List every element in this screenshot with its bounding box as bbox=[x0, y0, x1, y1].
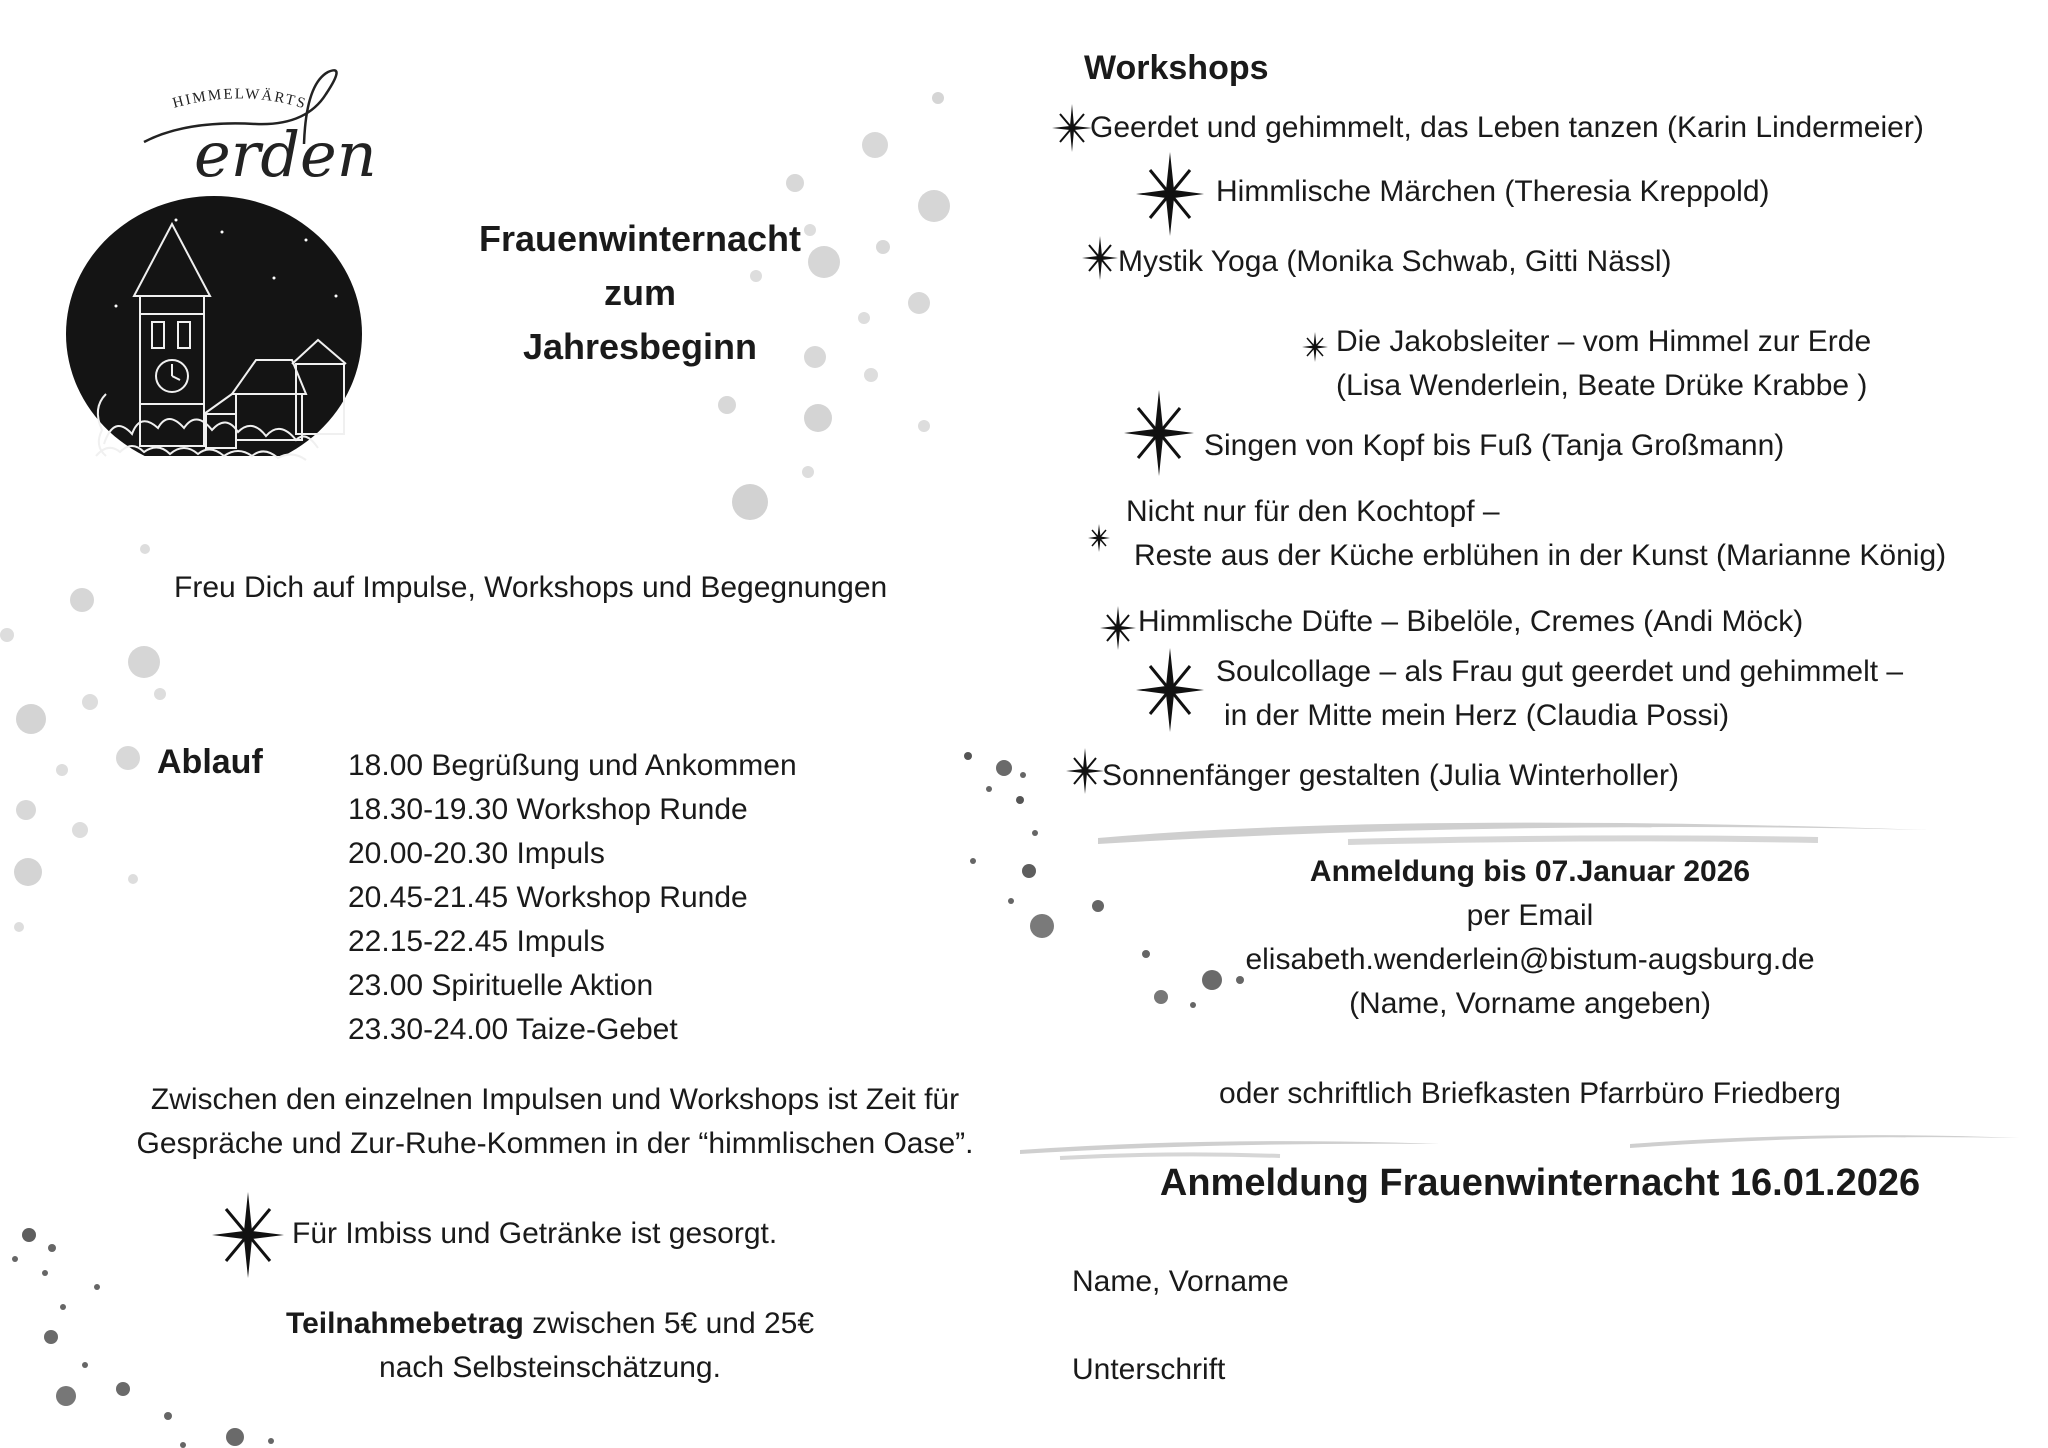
dot bbox=[164, 1412, 172, 1420]
between-line-1: Zwischen den einzelnen Impulsen und Workshops ist Zeit für bbox=[150, 1083, 960, 1116]
name-field-label: Name, Vorname bbox=[1072, 1265, 1289, 1298]
signature-field-label: Unterschrift bbox=[1072, 1353, 1226, 1386]
star-icon bbox=[1052, 104, 1092, 152]
form-title: Anmeldung Frauenwinternacht 16.01.2026 bbox=[1159, 1162, 1921, 1204]
ablauf-list bbox=[348, 744, 797, 1052]
ablauf-item: 23.30-24.00 Taize-Gebet bbox=[348, 1013, 678, 1046]
registration-email: elisabeth.wenderlein@bistum-augsburg.de bbox=[1245, 943, 1815, 976]
dot bbox=[1092, 900, 1104, 912]
workshops-heading: Workshops bbox=[1084, 49, 1269, 87]
star-icon bbox=[1088, 524, 1110, 552]
star-icon bbox=[1124, 390, 1194, 476]
dot bbox=[1016, 796, 1024, 804]
registration bbox=[1120, 850, 1940, 1026]
dot bbox=[1022, 864, 1036, 878]
dot bbox=[16, 704, 46, 734]
dot bbox=[116, 746, 140, 770]
dot bbox=[56, 764, 68, 776]
dot bbox=[82, 1362, 88, 1368]
dot bbox=[128, 646, 160, 678]
dot bbox=[14, 922, 24, 932]
star-icon bbox=[1302, 332, 1328, 362]
page-title bbox=[410, 212, 870, 374]
dot bbox=[804, 404, 832, 432]
ablauf-item: 18.00 Begrüßung und Ankommen bbox=[348, 749, 797, 782]
star-icon bbox=[212, 1192, 284, 1278]
dot bbox=[22, 1228, 36, 1242]
dot bbox=[268, 1438, 274, 1444]
fee-range: zwischen 5€ und 25€ bbox=[523, 1307, 815, 1340]
dot bbox=[44, 1330, 58, 1344]
star-icon bbox=[1136, 152, 1204, 236]
star-icon bbox=[1082, 236, 1118, 280]
logo-arc-text: HIMMELWÄRTS bbox=[170, 86, 309, 113]
dot bbox=[72, 822, 88, 838]
dot bbox=[226, 1428, 244, 1446]
dot bbox=[154, 688, 166, 700]
workshop-item: Soulcollage – als Frau gut geerdet und gehimmelt – bbox=[1216, 655, 1904, 688]
title-line-2: zum bbox=[604, 272, 676, 313]
dot bbox=[732, 484, 768, 520]
registration-by-email: per Email bbox=[1466, 899, 1594, 932]
dot bbox=[70, 588, 94, 612]
ablauf-item: 23.00 Spirituelle Aktion bbox=[348, 969, 654, 1002]
registration-deadline: Anmeldung bis 07.Januar 2026 bbox=[1309, 855, 1751, 888]
star-icon bbox=[1136, 648, 1204, 732]
logo-script-text: erden bbox=[194, 118, 377, 191]
dot bbox=[82, 694, 98, 710]
dot bbox=[802, 466, 814, 478]
workshop-item: Die Jakobsleiter – vom Himmel zur Erde bbox=[1336, 325, 1872, 358]
workshop-item: Nicht nur für den Kochtopf – bbox=[1126, 495, 1500, 528]
dot bbox=[862, 132, 888, 158]
workshop-item: Himmlische Düfte – Bibelöle, Cremes (Andi Möck) bbox=[1138, 605, 1804, 638]
dot bbox=[0, 628, 14, 642]
dot bbox=[876, 240, 890, 254]
workshop-item: Geerdet und gehimmelt, das Leben tanzen (Karin Lindermeier) bbox=[1090, 111, 1924, 144]
between-line-2: Gespräche und Zur-Ruhe-Kommen in der “himmlischen Oase”. bbox=[136, 1127, 974, 1160]
dot bbox=[718, 396, 736, 414]
dot bbox=[140, 544, 150, 554]
dot bbox=[786, 174, 804, 192]
ablauf-item: 22.15-22.45 Impuls bbox=[348, 925, 605, 958]
dot bbox=[932, 92, 944, 104]
dot bbox=[14, 858, 42, 886]
dot bbox=[42, 1270, 48, 1276]
dot bbox=[48, 1244, 56, 1252]
dot bbox=[1032, 830, 1038, 836]
workshop-item: Singen von Kopf bis Fuß (Tanja Großmann) bbox=[1204, 429, 1785, 462]
dot bbox=[1008, 898, 1014, 904]
dot bbox=[964, 752, 972, 760]
title-line-1: Frauenwinternacht bbox=[478, 218, 802, 259]
ablauf-item: 20.00-20.30 Impuls bbox=[348, 837, 605, 870]
fee-line-2: nach Selbsteinschätzung. bbox=[379, 1351, 721, 1384]
dot bbox=[918, 190, 950, 222]
dot bbox=[918, 420, 930, 432]
ablauf-item: 18.30-19.30 Workshop Runde bbox=[348, 793, 748, 826]
workshop-item: Sonnenfänger gestalten (Julia Winterholler) bbox=[1102, 759, 1679, 792]
food-text: Für Imbiss und Getränke ist gesorgt. bbox=[292, 1217, 778, 1250]
star-icon bbox=[1066, 748, 1104, 794]
dot bbox=[1020, 772, 1026, 778]
workshop-item: Mystik Yoga (Monika Schwab, Gitti Nässl) bbox=[1118, 245, 1672, 278]
fee-label: Teilnahmebetrag bbox=[285, 1307, 524, 1340]
workshop-item: in der Mitte mein Herz (Claudia Possi) bbox=[1224, 699, 1730, 732]
dot bbox=[116, 1382, 130, 1396]
dot bbox=[1030, 914, 1054, 938]
divider-swoosh bbox=[1098, 800, 1938, 855]
dot bbox=[12, 1256, 18, 1262]
dot bbox=[16, 800, 36, 820]
dot bbox=[996, 760, 1012, 776]
logo-graphic bbox=[56, 64, 406, 484]
registration-note: (Name, Vorname angeben) bbox=[1349, 987, 1711, 1020]
dot bbox=[986, 786, 992, 792]
dot bbox=[128, 874, 138, 884]
dot bbox=[180, 1442, 186, 1448]
dot bbox=[60, 1304, 66, 1310]
dot bbox=[908, 292, 930, 314]
workshop-item: Himmlische Märchen (Theresia Kreppold) bbox=[1216, 175, 1770, 208]
title-line-3: Jahresbeginn bbox=[522, 326, 758, 367]
logo bbox=[56, 64, 406, 484]
star-icon bbox=[1100, 606, 1136, 650]
registration-alt: oder schriftlich Briefkasten Pfarrbüro Friedberg bbox=[1219, 1077, 1841, 1110]
dot bbox=[94, 1284, 100, 1290]
dot bbox=[56, 1386, 76, 1406]
workshop-item: (Lisa Wenderlein, Beate Drüke Krabbe ) bbox=[1336, 369, 1868, 402]
ablauf-item: 20.45-21.45 Workshop Runde bbox=[348, 881, 748, 914]
ablauf-heading: Ablauf bbox=[157, 743, 263, 781]
between-text bbox=[60, 1078, 1050, 1166]
dot bbox=[970, 858, 976, 864]
workshop-item: Reste aus der Küche erblühen in der Kunst (Marianne König) bbox=[1134, 539, 1947, 572]
intro-text: Freu Dich auf Impulse, Workshops und Begegnungen bbox=[174, 571, 888, 604]
fee-text bbox=[200, 1302, 900, 1390]
